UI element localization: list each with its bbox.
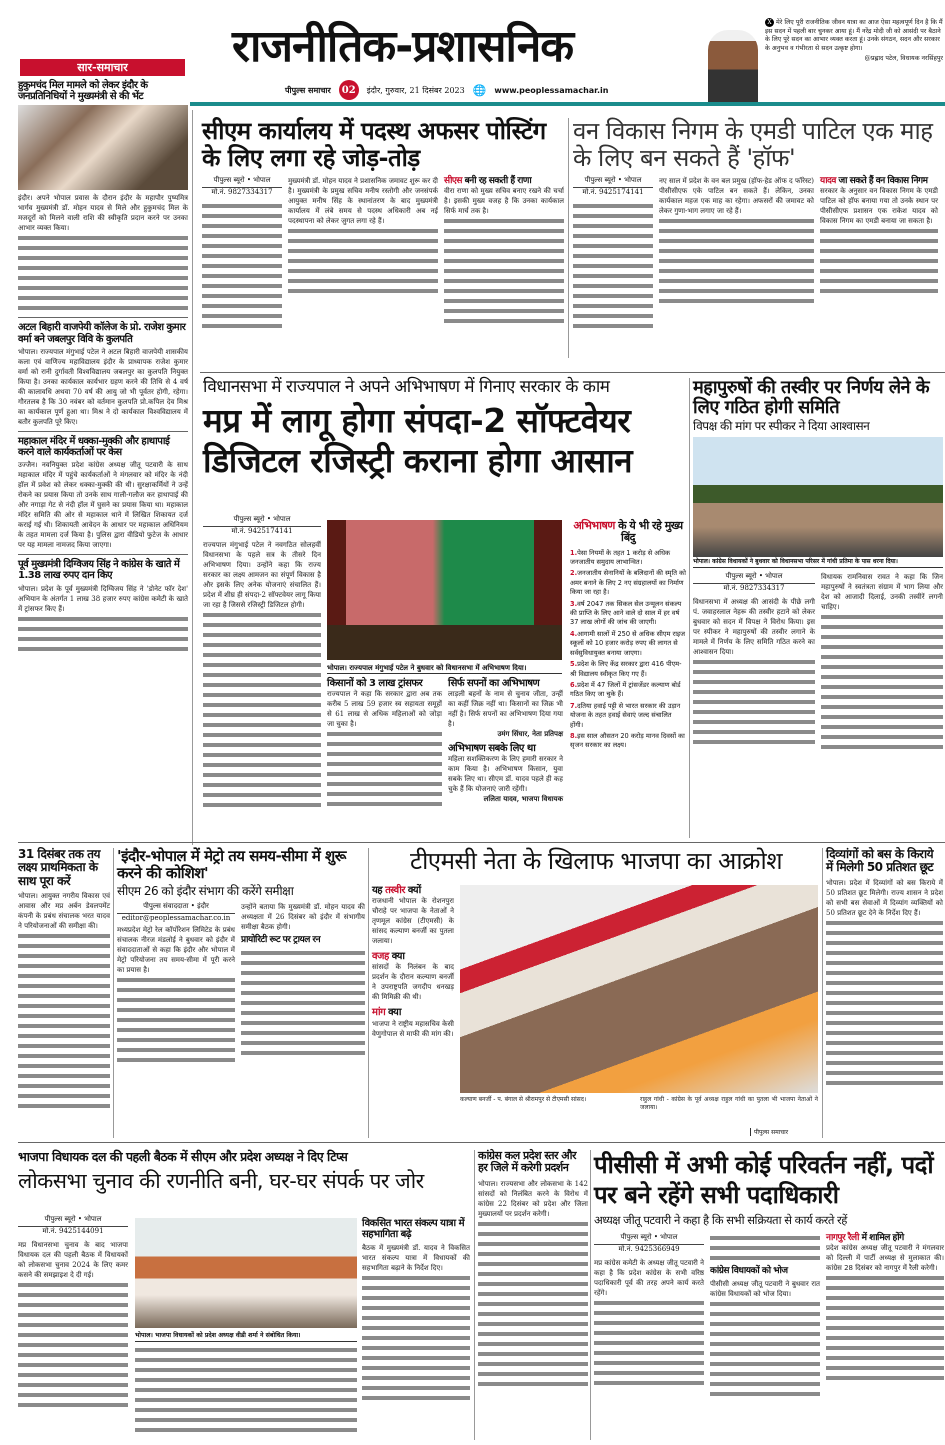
- key-point-text: आगामी सालों में 250 से अधिक सीएम राइज स्कूलों को 10 हजार करोड़ रुपए की लागत से सर्वसुविधायुक्त बनाया जाएगा।: [570, 629, 686, 657]
- assembly-photo: [327, 520, 562, 660]
- subhead-farmers: किसानों को 3 लाख ट्रांसफर: [327, 678, 423, 689]
- key-point-number: 8.: [570, 731, 578, 740]
- key-point: [570, 600, 686, 628]
- key-point-text: वर्ष 2047 तक सिकल सेल उन्मूलन संकल्प की प्राप्ति के लिए आने वाले दो साल में हर वर्ष 37 लाख लोगों की जांच की जाएगी।: [570, 599, 682, 627]
- text-lines: [710, 1299, 820, 1399]
- body: भोपाल। राज्यसभा और लोकसभा के 142 सांसदों को निलंबित करने के विरोध में कांग्रेस 22 दिसंबर को प्रदेश और जिला मुख्यालयों पर प्रदर्शन करेगी।: [478, 1179, 588, 1218]
- body: नए साल में प्रदेश के वन बल प्रमुख (हॉफ-हेड ऑफ द फॉरेस्ट) पीसीसीएफ एके पाटिल बन सकते हैं। लेकिन, उनका कार्यकाल महज एक माह का रहेगा। अफसरों की जमावट को लेकर गुणा-भाग लगाए जा रहे हैं।: [659, 176, 814, 215]
- text-lines: [18, 233, 188, 313]
- subhead: कांग्रेस विधायकों को भोज: [710, 1265, 788, 1276]
- body: विधानसभा में अध्यक्ष की आसंदी के पीछे लगी पं. जवाहरलाल नेहरू की तस्वीर हटाने को लेकर बुधवार को सदन में विपक्ष ने विरोध किया। इस पर स्पीकर ने महापुरुषों की तस्वीर लगाने के मामले में निर्णय के लिए समिति गठित करने का आश्वासन दिया।: [693, 597, 815, 656]
- story-divyang: [826, 848, 943, 1088]
- headline: टीएमसी नेता के खिलाफ भाजपा का आक्रोश: [409, 847, 783, 875]
- text-lines: [117, 975, 235, 1065]
- text-lines: [18, 931, 110, 1111]
- text-lines: [478, 1219, 588, 1389]
- key-point-text: प्रदेश में 47 जिलों में ट्रांसजेंडर कल्याण बोर्ड गठित किए जा चुके हैं।: [570, 680, 681, 699]
- masthead-rule: [190, 102, 945, 106]
- brief-title-1: हुकुमचंद मिल मामले को लेकर इंदौर के जनप्रतिनिधियों ने मुख्यमंत्री से की भेंट: [18, 80, 148, 103]
- headline: महापुरुषों की तस्वीर पर निर्णय लेने के लिए गठित होगी समिति: [693, 377, 930, 419]
- headline: 'इंदौर-भोपाल में मेट्रो तय समय-सीमा में शुरू करने की कोशिश': [117, 847, 346, 882]
- body: मप्र विधानसभा चुनाव के बाद भाजपा विधायक दल की पहली बैठक में विधायकों को लोकसभा चुनाव 2024 के लिए कमर कसने की समझाइश दे दी गई।: [18, 1241, 128, 1279]
- text-lines: [693, 657, 815, 747]
- headline: 31 दिसंबर तक तय लक्ष्य प्राथमिकता के साथ पूरा करें: [18, 847, 100, 888]
- quote-author: @प्रह्लाद पटेल, विधायक नरसिंहपुर: [864, 55, 943, 63]
- photo-caption-2: राहुल गांधी - कांग्रेस के पूर्व अध्यक्ष राहुल गांधी का पुतला भी भाजपा नेताओं ने जलाया।: [640, 1096, 818, 1111]
- text-lines: [821, 612, 943, 752]
- globe-icon: 🌐: [472, 83, 487, 97]
- text-lines: [362, 1273, 470, 1403]
- mobile: मो.नं. 9425174141: [231, 527, 293, 535]
- kicker: विधानसभा में राज्यपाल ने अपने अभिभाषण में गिनाए सरकार के काम: [203, 377, 610, 397]
- story-bjp-meeting: [18, 1150, 470, 1194]
- side-body: राजधानी भोपाल के रोशनपुरा चौराहे पर भाजपा के नेताओं ने तृणमूल कांग्रेस (टीएमसी) के सांसद कल्याण बनर्जी का पुतला जलाया।: [372, 897, 454, 946]
- key-point-number: 1.: [570, 548, 578, 557]
- key-point-text: प्रदेश के लिए केंद्र सरकार द्वारा 416 पीएम- श्री विद्यालय स्वीकृत किए गए हैं।: [570, 660, 682, 678]
- key-point-text: दतिया हवाई पट्टी से भारत सरकार की उड़ान योजना के तहत हवाई सेवाएं जल्द संचालित होंगी।: [570, 701, 681, 729]
- mobile: मो.नं. 9425174141: [582, 187, 644, 196]
- brief-body-1: इंदौर। अपने भोपाल प्रवास के दौरान इंदौर के महापौर पुष्यमित्र भार्गव मुख्यमंत्री डॉ. मोहन यादव से मिले और हुकुमचंद मिल के मजदूरों को मिलने वाली राशि की स्वीकृति प्रदान करने पर उनका आभार व्यक्त किया।: [18, 194, 188, 233]
- why-photo-title: यह तस्वीर क्यों: [372, 885, 421, 896]
- byline: पीपुल्स ब्यूरो • भोपाल: [203, 515, 321, 527]
- headline: पीसीसी में अभी कोई परिवर्तन नहीं, पदों पर बने रहेंगे सभी पदाधिकारी: [594, 1151, 934, 1209]
- section-title: राजनीतिक-प्रशासनिक: [232, 21, 574, 72]
- byline: पीपुल्स ब्यूरो • भोपाल: [594, 1233, 704, 1245]
- headline: लोकसभा चुनाव की रणनीति बनी, घर-घर संपर्क पर जोर: [18, 1169, 424, 1193]
- brief-body-2: भोपाल। राज्यपाल मंगुभाई पटेल ने अटल बिहारी वाजपेयी शासकीय कला एवं वाणिज्य महाविद्यालय इंदौर के प्राध्यापक राजेश कुमार वर्मा को रानी दुर्गावती विश्वविद्यालय जबलपुर का कुलपति नियुक्त किया है। उनका कार्यकाल कार्यभार ग्रहण करने की तिथि से 4 वर्ष की कालावधि अथवा 70 वर्ष की आयु जो भी पूर्वतर होगी, रहेगा। गौरतलब है कि 30 नवंबर को वर्तमान कुलपति प्रो.कपिल देव मिश्र का कार्यकाल पूर्ण हुआ था। मिश्र ने दो कार्यकाल विश्वविद्यालय में बतौर कुलपति पूरे किए।: [18, 347, 188, 426]
- side-title: नागपुर रैली में शामिल होंगे: [826, 1232, 904, 1243]
- byline: पीपुल्स ब्यूरो • भोपाल: [573, 176, 653, 188]
- quote-box: [765, 18, 943, 64]
- story-congress-protest: [478, 1150, 588, 1389]
- website-link[interactable]: www.peoplessamachar.in: [494, 85, 609, 95]
- key-point: [570, 681, 686, 700]
- key-point-text: इस साल औसतन 20 करोड़ मानव दिवसों का सृजन सरकार का लक्ष्य।: [570, 731, 685, 750]
- subhead: यादव जा सकते हैं वन विकास निगम: [820, 175, 928, 186]
- story-cm-office: [202, 118, 564, 331]
- sub-body: सरकार के अनुसार वन विकास निगम के एमडी पाटिल को हॉफ बनाया गया तो उनके स्थान पर पीसीसीएफ प्रशासन एक राकेश यादव को विकास निगम का एमडी बनाया जा सकता है।: [820, 186, 938, 225]
- mobile: मो.नं. 9827334317: [723, 583, 785, 592]
- section-label: सार-समाचार: [20, 59, 185, 76]
- email[interactable]: editor@peoplessamachar.co.in: [121, 914, 231, 923]
- publisher: पीपुल्स समाचार: [285, 84, 331, 95]
- text-lines: [18, 1280, 128, 1410]
- key-points: [570, 520, 686, 753]
- body: भोपाल। आयुक्त नगरीय विकास एवं आवास और मप्र अर्बन डेवलपमेंट कंपनी के प्रबंध संचालक भरत यादव ने परियोजनाओं की समीक्षा की।: [18, 892, 110, 931]
- key-point: [570, 702, 686, 730]
- kicker: भाजपा विधायक दल की पहली बैठक में सीएम और प्रदेश अध्यक्ष ने दिए टिप्स: [18, 1149, 348, 1164]
- body: भोपाल। प्रदेश में दिव्यांगों को बस किराये में 50 प्रतिशत छूट मिलेगी। राज्य शासन ने प्रदेश को सभी बस सेवाओं में दिव्यांग व्यक्तियों को 50 प्रतिशत छूट देने के निर्देश दिए हैं।: [826, 878, 943, 917]
- subheadline: सीएम 26 को इंदौर संभाग की करेंगे समीक्षा: [117, 883, 294, 898]
- brief-photo-1: [18, 105, 188, 190]
- text-lines: [241, 948, 365, 1058]
- text-lines: [659, 216, 814, 306]
- text-lines: [327, 729, 442, 809]
- body-2: विधायक रामनिवास रावत ने कहा कि जिन महापुरुषों ने स्वतंत्रता संग्राम में भाग लिया और देश को आजादी दिलाई, उनकी तस्वीरें लगनी चाहिए।: [821, 572, 943, 611]
- sub-body: वीरा राणा को मुख्य सचिव बनाए रखने की चर्चा है। इसकी मुख्य वजह है कि उनका कार्यकाल सिर्फ मार्च तक है।: [444, 186, 564, 215]
- text-lines: [202, 201, 282, 331]
- body: मप्र कांग्रेस कमेटी के अध्यक्ष जीतू पटवारी ने कहा है कि प्रदेश कांग्रेस के सभी वरिष्ठ पदाधिकारी पूर्व की तरह अपने कार्य करते रहेंगे।: [594, 1258, 704, 1297]
- text-lines: [573, 201, 653, 331]
- quote-text: मेरे लिए पूरी राजनीतिक जीवन यात्रा का आज ऐसा महत्वपूर्ण दिन है कि मैं इस सदन में पहली बार चुनकर आया हूं। मैं नरेंद्र मोदी जी को आसंदी पर बैठाने के लिए पूरे सदन का आभार व्यक्त करता हूं। उनके संगठन, सदन और सरकार के अनुभव व गंभीरता से सदन उत्कृष्ट होगा।: [765, 19, 943, 52]
- subhead: सीएस बनी रह सकती हैं राणा: [444, 175, 532, 186]
- byline: पीपुल्स ब्यूरो • भोपाल: [18, 1215, 128, 1227]
- body-2: उन्होंने बताया कि मुख्यमंत्री डॉ. मोहन यादव की अध्यक्षता में 26 दिसंबर को इंदौर में संभागीय समीक्षा बैठक होगी।: [241, 903, 365, 932]
- quote-author: ललिता यादव, भाजपा विधायक: [483, 794, 563, 804]
- byline: पीपुल्स ब्यूरो • भोपाल: [202, 176, 282, 188]
- text-lines: [826, 918, 943, 1088]
- story-sampada: [203, 378, 683, 480]
- key-point: [570, 660, 686, 679]
- text-lines: [826, 1273, 944, 1383]
- demand-body: भाजपा ने राष्ट्रीय महासचिव केसी वेणुगोपाल से माफी की मांग की।: [372, 1019, 454, 1038]
- bjp-meeting-photo: [135, 1218, 357, 1328]
- photo-caption-1: कल्याण बनर्जी - प. बंगाल से श्रीरामपुर से टीएमसी सांसद।: [460, 1096, 587, 1103]
- key-point-number: 4.: [570, 629, 578, 638]
- story-pcc: [594, 1150, 944, 1399]
- body-2: पीसीसी अध्यक्ष जीतू पटवारी ने बुधवार रात कांग्रेस विधायकों को भोज दिया।: [710, 1279, 820, 1298]
- key-point-number: 2.: [570, 569, 578, 578]
- photo-credit: पीपुल्स समाचार: [750, 1128, 788, 1136]
- brief-title-3: महाकाल मंदिर में धक्का-मुक्की और हाथापाई करने वाले कार्यकर्ताओं पर केस: [18, 435, 170, 458]
- protest-photo: [693, 437, 943, 557]
- sub-body: महिला सशक्तिकरण के लिए हमारी सरकार ने काम किया है। अभिभाषण किसान, युवा सबके लिए था। सीएम डॉ. यादव पहले ही कह चुके हैं कि योजनाएं जारी रहेंगी।: [448, 755, 563, 794]
- mobile: मो.नं. 9425366949: [618, 1244, 680, 1253]
- photo-caption: भोपाल। कांग्रेस विधायकों ने बुधवार को विधानसभा परिसर में गांधी प्रतिमा के पास धरना दिया।: [693, 557, 943, 568]
- headline: सीएम कार्यालय में पदस्थ अफसर पोस्टिंग के लिए लगा रहे जोड़-तोड़: [202, 117, 546, 172]
- subhead: विकसित भारत संकल्प यात्रा में सहभागिता बढ़े: [362, 1218, 465, 1241]
- key-point: [570, 549, 686, 568]
- byline: पीपुल्स संवाददाता • इंदौर: [117, 902, 235, 914]
- date: इंदौर, गुरुवार, 21 दिसंबर 2023: [366, 85, 465, 95]
- text-lines: [444, 216, 564, 326]
- page-number-badge: 02: [339, 80, 359, 100]
- mobile: मो.नं. 9827334317: [211, 187, 273, 196]
- key-point-text: पेसा नियमों के तहत 1 करोड़ से अधिक जनजातीय समुदाय लाभान्वित।: [570, 548, 671, 567]
- brief-title-2: अटल बिहारी वाजपेयी कॉलेज के प्रो. राजेश कुमार वर्मा बने जबलपुर विवि के कुलपति: [18, 322, 186, 345]
- text-lines: [820, 226, 938, 296]
- text-lines: [18, 614, 188, 654]
- sub-body: बैठक में मुख्यमंत्री डॉ. यादव ने विकसित भारत संकल्प यात्रा में विधायकों की सहभागिता बढ़ाने के निर्देश दिए।: [362, 1244, 470, 1273]
- key-point-text: जनजातीय सेनानियों के बलिदानों की स्मृति को अमर बनाने के लिए 2 नए संग्रहालयों का निर्माण किया जा रहा है।: [570, 569, 686, 597]
- sub-body: राज्यपाल ने कहा कि सरकार द्वारा अब तक करीब 5 लाख 59 हजार स्व सहायता समूहों से 61 लाख से अधिक महिलाओं को जोड़ा जा चुका है।: [327, 690, 442, 729]
- body: मध्यप्रदेश मेट्रो रेल कॉर्पोरेशन लिमिटेड के प्रबंध संचालक नीरज मंडलोई ने बुधवार को इंदौर में संवाददाताओं से कहा कि इंदौर और भोपाल में मेट्रो परियोजना तय समय-सीमा में पूरी करने का प्रयास है।: [117, 926, 235, 975]
- subhead-dreams: सिर्फ सपनों का अभिभाषण: [448, 678, 540, 689]
- key-point: [570, 732, 686, 751]
- text-lines: [288, 226, 438, 296]
- x-logo-icon: X: [765, 18, 774, 27]
- brief-body-3: उज्जैन। नवनियुक्त प्रदेश कांग्रेस अध्यक्ष जीतू पटवारी के साथ महाकाल मंदिर में पहुंचे कार्यकर्ताओं ने मंगलवार को मंदिर के नंदी हॉल में प्रवेश को लेकर धक्का-मुक्की की थी। सुरक्षाकर्मियों ने उन्हें रोकने का प्रयास किया तो उनके साथ गाली-गलौज कर हाथापाई की और नगाड़ा गेट से नंदी हॉल में घुसने का प्रयास किया था। महाकाल मंदिर समिति की ओर से महाकाल थाने में लिखित शिकायत दर्ज कराई गई थी। शिकायती आवेदन के आधार पर महाकाल अधिनियम के तहत मामला दर्ज किया है। पुलिस द्वारा वीडियो फुटेज के आधार पर यह मामला नामजद किया जाएगा।: [18, 461, 188, 550]
- key-point: [570, 630, 686, 658]
- key-point-number: 6.: [570, 680, 578, 689]
- brief-title-4: पूर्व मुख्यमंत्री दिग्विजय सिंह ने कांग्रेस के खाते में 1.38 लाख रुपए दान किए: [18, 559, 180, 582]
- headline: मप्र में लागू होगा संपदा-2 सॉफ्टवेयर डिजिटल रजिस्ट्री कराना होगा आसान: [203, 401, 633, 480]
- side-body: प्रदेश कांग्रेस अध्यक्ष जीतू पटवारी ने मंगलवार को दिल्ली में पार्टी अध्यक्ष से मुलाकात की। कांग्रेस 28 दिसंबर को नागपुर में रैली करेगी।: [826, 1243, 944, 1272]
- text-lines: [710, 1233, 820, 1263]
- key-point: [570, 569, 686, 597]
- photo-caption: भोपाल। राज्यपाल मंगुभाई पटेल ने बुधवार को विधानसभा में अभिभाषण दिया।: [327, 663, 562, 674]
- tmc-protest-photo: [460, 885, 818, 1093]
- subhead: प्रायोरिटी रूट पर ट्रायल रन: [241, 935, 321, 946]
- text-lines: [203, 610, 321, 810]
- headline: दिव्यांगों को बस के किराये में मिलेगी 50 प्रतिशत छूट: [826, 847, 934, 875]
- quote-author: उमंग सिंघार, नेता प्रतिपक्ष: [497, 729, 563, 739]
- photo-caption: भोपाल। भाजपा विधायकों को प्रदेश अध्यक्ष वीडी शर्मा ने संबोधित किया।: [135, 1331, 357, 1342]
- byline: पीपुल्स ब्यूरो • भोपाल: [693, 572, 815, 584]
- subhead-for-all: अभिभाषण सबके लिए था: [448, 743, 536, 755]
- quote-author-photo: [708, 30, 758, 102]
- key-points-title: अभिभाषण के ये भी रहे मुख्य बिंदु: [573, 519, 683, 545]
- key-point-number: 7.: [570, 701, 578, 710]
- subheadline: अध्यक्ष जीतू पटवारी ने कहा है कि सभी सक्रियता से कार्य करते रहें: [594, 1213, 847, 1227]
- story-metro: [117, 848, 365, 1065]
- body: राज्यपाल मंगुभाई पटेल ने नवगठित सोलहवीं विधानसभा के पहले सत्र के तीसरे दिन अभिभाषण दिया। उन्होंने कहा कि राज्य सरकार का लक्ष्य आमजन का संपूर्ण विकास है और इसके लिए अनेक योजनाएं संचालित हैं। प्रदेश में शीघ्र ही संपदा-2 सॉफ्टवेयर लागू किया जा रहा है जिससे रजिस्ट्री डिजिटल होगी।: [203, 541, 321, 609]
- text-lines: [135, 1345, 357, 1435]
- headline: कांग्रेस कल प्रदेश स्तर और हर जिले में करेगी प्रदर्शन: [478, 1149, 577, 1175]
- story-portraits: [693, 378, 943, 752]
- reason-body: सांसदों के निलंबन के बाद प्रदर्शन के दौरान कल्याण बनर्जी ने उपराष्ट्रपति जगदीप धनखड़ की मिमिक्री की थी।: [372, 963, 454, 1002]
- left-column: [18, 80, 188, 840]
- reason-title: वजह क्या: [372, 951, 405, 963]
- text-lines: [594, 1298, 704, 1388]
- body: मुख्यमंत्री डॉ. मोहन यादव ने प्रशासनिक जमावट शुरू कर दी है। मुख्यमंत्री के प्रमुख सचिव मनीष रस्तोगी और जनसंपर्क आयुक्त मनीष सिंह के स्थानांतरण के बाद मुख्यमंत्री कार्यालय में लंबे समय से पदस्थ अधिकारी अब नई पदस्थापना को लेकर जुगत लगा रहे हैं।: [288, 176, 438, 225]
- headline: वन विकास निगम के एमडी पाटिल एक माह के लिए बन सकते हैं 'हॉफ': [573, 117, 933, 172]
- sub-body: लाड़ली बहनों के नाम से चुनाव जीता, उन्हीं का कहीं जिक्र नहीं था। किसानों का जिक्र भी नहीं है। सिर्फ सपनों का अभिभाषण दिया गया है।: [448, 690, 563, 729]
- story-dec31: [18, 848, 110, 1111]
- key-point-number: 3.: [570, 599, 578, 608]
- demand-title: मांग क्या: [372, 1007, 401, 1019]
- story-tmc: [372, 848, 820, 875]
- story-forest-corp: [573, 118, 943, 331]
- subheadline: विपक्ष की मांग पर स्पीकर ने दिया आश्वासन: [693, 419, 870, 434]
- key-point-number: 5.: [570, 660, 578, 669]
- dateline: [285, 80, 705, 100]
- mobile: मो.नं. 9425144091: [42, 1227, 104, 1235]
- brief-body-4: भोपाल। प्रदेश के पूर्व मुख्यमंत्री दिग्विजय सिंह ने 'डोनेट फॉर देश' अभियान के अंतर्गत 1 लाख 38 हजार रुपए कांग्रेस कमेटी के खाते में ट्रांसफर किए हैं।: [18, 584, 188, 613]
